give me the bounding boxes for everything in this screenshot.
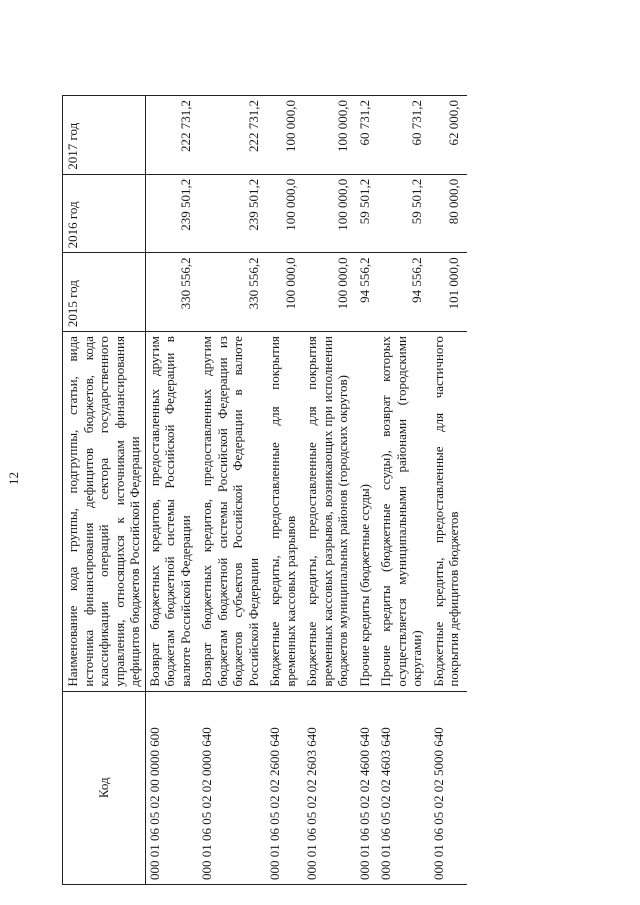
table-row <box>198 96 266 885</box>
table-header-row <box>63 96 146 885</box>
row-2016: 59 501,2 <box>377 174 430 253</box>
table-row <box>356 96 378 885</box>
row-name: Бюджетные кредиты, предоставленные для покрытия временных кассовых разрывов, возникающих при исполнении бюджетов муниципальных районов (городских округов) <box>303 332 356 692</box>
header-2015: 2015 год <box>63 253 146 332</box>
header-2016: 2016 год <box>63 174 146 253</box>
row-code: 000 01 06 05 02 02 0000 640 <box>198 691 266 884</box>
row-2016: 80 000,0 <box>430 174 467 253</box>
row-name: Прочие кредиты (бюджетные ссуды) <box>356 332 378 692</box>
header-2017: 2017 год <box>63 96 146 175</box>
row-2015: 94 556,2 <box>356 253 378 332</box>
table-row <box>377 96 430 885</box>
row-2016: 239 501,2 <box>145 174 198 253</box>
row-2015: 100 000,0 <box>303 253 356 332</box>
row-2015: 100 000,0 <box>266 253 303 332</box>
row-2015: 330 556,2 <box>198 253 266 332</box>
row-code: 000 01 06 05 02 02 2603 640 <box>304 727 319 880</box>
row-name: Прочие кредиты (бюджетные ссуды), возврат которых осуществляется муниципальными районами (городскими округами) <box>377 332 430 692</box>
page-number: 12 <box>6 472 21 485</box>
table-row <box>145 96 198 885</box>
table-row <box>430 96 467 885</box>
row-2017: 222 731,2 <box>145 96 198 175</box>
row-code: 000 01 06 05 02 02 5000 640 <box>430 691 467 884</box>
table-row <box>266 96 303 885</box>
table-row <box>303 96 356 885</box>
row-code: 000 01 06 05 02 02 4603 640 <box>377 691 430 884</box>
row-2016: 100 000,0 <box>303 174 356 253</box>
row-2016: 59 501,2 <box>356 174 378 253</box>
row-code: 000 01 06 05 02 02 4600 640 <box>356 691 378 884</box>
row-2017: 100 000,0 <box>266 96 303 175</box>
row-name: Возврат бюджетных кредитов, предоставленных другим бюджетам бюджетной системы Российской Федерации из бюджетов субъектов Российской Федерации в валюте Российской Федерации <box>198 332 266 692</box>
row-2017: 60 731,2 <box>377 96 430 175</box>
row-2016: 239 501,2 <box>198 174 266 253</box>
row-name: Возврат бюджетных кредитов, предоставленных другим бюджетам бюджетной системы Российской Федерации в валюте Российской Федерации <box>145 332 198 692</box>
row-2015: 330 556,2 <box>145 253 198 332</box>
row-code: 000 01 06 05 02 00 0000 600 <box>145 691 198 884</box>
row-2015: 94 556,2 <box>377 253 430 332</box>
header-name: Наименование кода группы, подгруппы, статьи, вида источника финансирования дефицитов бюджетов, кода классификации операций сектора государственного управления, относящихся к источникам финансирования дефицитов бюджетов Российской Федерации <box>63 332 146 692</box>
row-2017: 60 731,2 <box>356 96 378 175</box>
row-2016: 100 000,0 <box>266 174 303 253</box>
row-2015: 101 000,0 <box>430 253 467 332</box>
financing-table <box>62 95 467 885</box>
row-name: Бюджетные кредиты, предоставленные для частичного покрытия дефицитов бюджетов <box>430 332 467 692</box>
row-2017: 100 000,0 <box>303 96 356 175</box>
row-code: 000 01 06 05 02 02 2600 640 <box>266 691 303 884</box>
row-2017: 62 000,0 <box>430 96 467 175</box>
header-code: Код <box>63 691 146 884</box>
row-2017: 222 731,2 <box>198 96 266 175</box>
row-name: Бюджетные кредиты, предоставленные для покрытия временных кассовых разрывов <box>266 332 303 692</box>
row-code-group <box>303 691 356 884</box>
